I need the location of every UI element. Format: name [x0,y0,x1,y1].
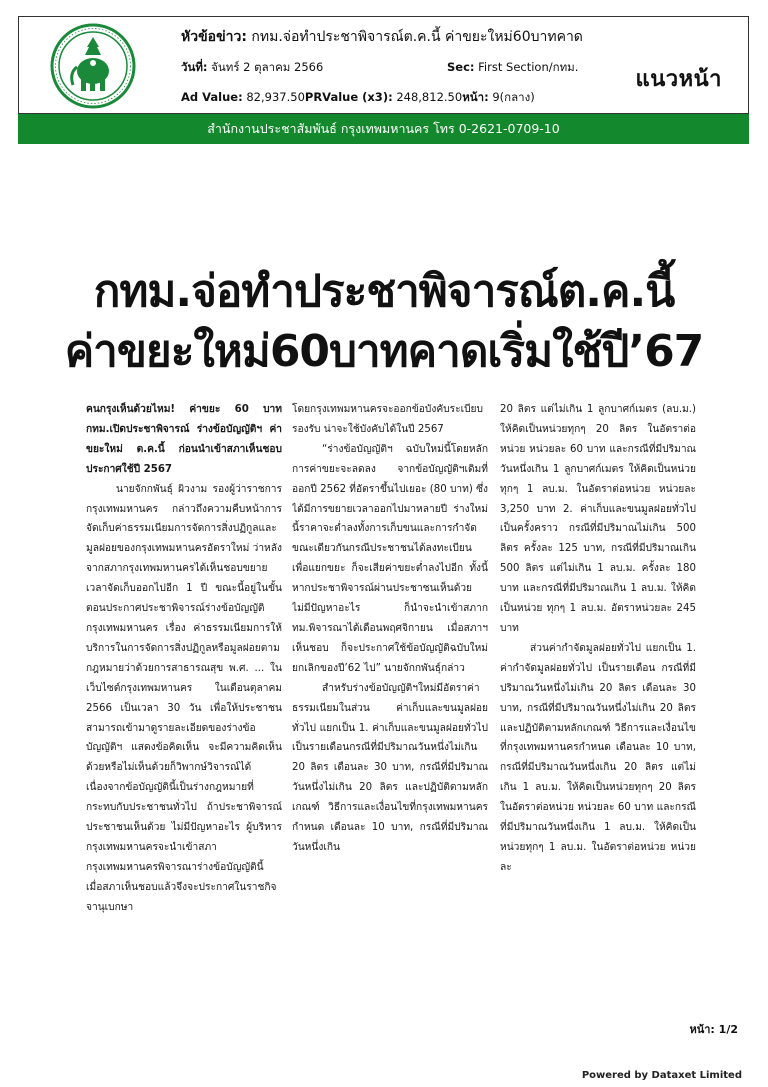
article-lead: คนกรุงเห็นด้วยไหม! ค่าขยะ 60 บาท กทม.เปิดประชาพิจารณ์ ร่างข้อบัญญัติฯ ค่าขยะใหม่ ต.ค.นี้ ก่อนนำเข้าสภาเห็นชอบ ประกาศใช้ปี 2567 [86,404,282,475]
article-paragraph: สำหรับร่างข้อบัญญัติฯใหม่มีอัตราค่าธรรมเนียมในส่วน ค่าเก็บและขนมูลฝอยทั่วไป แยกเป็น 1. ค่าเก็บและขนมูลฝอยทั่วไป เป็นรายเดือนกรณีที่มีปริมาณวันหนึ่งไม่เกิน 20 ลิตร เดือนละ 30 บาท, กรณีที่มีปริมาณวันหนึ่งไม่เกิน 20 ลิตร และปฏิบัติตามหลักเกณฑ์ วิธีการและเงื่อนไขที่กรุงเทพมหานครกำหนด เดือนละ 10 บาท, กรณีที่มีปริมาณวันหนึ่งเกิน [292,682,488,853]
article-column-2 [292,400,488,940]
article-title-line1: กทม.จ่อทำประชาพิจารณ์ต.ค.นี้ [93,266,675,317]
article-paragraph: โดยกรุงเทพมหานครจะออกข้อบังคับระเบียบรองรับ น่าจะใช้บังคับได้ในปี 2567 [292,404,483,435]
article-paragraph: 20 ลิตร แต่ไม่เกิน 1 ลูกบาศก์เมตร (ลบ.ม.) ให้คิดเป็นหน่วยทุกๆ 20 ลิตร ในอัตราต่อหน่วย หน่วยละ 60 บาท และกรณีที่มีปริมาณวันหนึ่งเกิน 1 ลูกบาศก์เมตร ให้คิดเป็นหน่วยทุกๆ 1 ลบ.ม. ในอัตราต่อหน่วย หน่วยละ 3,250 บาท 2. ค่าเก็บและขนมูลฝอยทั่วไป เป็นครั้งคราว กรณีที่มีปริมาณไม่เกิน 500 ลิตร ครั้งละ 125 บาท, กรณีที่มีปริมาณเกิน 500 ลิตร แต่ไม่เกิน 1 ลบ.ม. ครั้งละ 180 บาท และกรณีที่มีปริมาณเกิน 1 ลบ.ม. ให้คิดเป็นหน่วย ทุกๆ 1 ลบ.ม. อัตราหน่วยละ 245 บาท [500,404,696,634]
contact-text: สำนักงานประชาสัมพันธ์ กรุงเทพมหานคร โทร 0-2621-0709-10 [207,121,560,136]
article-column-1 [86,400,282,940]
section-text: First Section/กทม. [478,60,579,74]
article-paragraph: “ร่างข้อบัญญัติฯ ฉบับใหม่นี้โดยหลักการค่าขยะจะลดลง จากข้อบัญญัติฯเดิมที่ออกปี 2562 ที่อัตราขึ้นไปเยอะ (80 บาท) ซึ่งได้มีการขยายเวลาออกไปมาหลายปี ร่างใหม่นี้ราคาจะต่ำลงทั้งการเก็บขนและการกำจัด ขณะเดียวกันกรณีประชาชนได้ลงทะเบียนเพื่อแยกขยะ ก็จะเสียค่าขยะต่ำลงไปอีก ทั้งนี้ หากประชาพิจารณ์ผ่านประชาชนเห็นด้วย ไม่มีปัญหาอะไร ก็นำจะนำเข้าสภากทม.พิจารณาได้เดือนพฤศจิกายน เมื่อสภาฯเห็นชอบ ก็จะประกาศใช้ข้อบัญญัติฉบับใหม่ ยกเลิกของปี’62 ไป” นายจักกพันธุ์กล่าว [292,443,488,674]
newspaper-name: แนวหน้า [635,67,722,92]
bma-seal-logo [47,23,139,109]
headline-label: หัวข้อข่าว: [181,29,247,45]
clipping-header [18,16,749,114]
article-paragraph: ส่วนค่ากำจัดมูลฝอยทั่วไป แยกเป็น 1. ค่ากำจัดมูลฝอยทั่วไป เป็นรายเดือน กรณีที่มีปริมาณวันหนึ่งไม่เกิน 20 ลิตร เดือนละ 30 บาท, กรณีที่มีปริมาณวันหนึ่งไม่เกิน 20 ลิตร และปฏิบัติตามหลักเกณฑ์ วิธีการและเงื่อนไขที่กรุงเทพมหานครกำหนด เดือนละ 10 บาท, กรณีที่มีปริมาณวันหนึ่งเกิน 20 ลิตร แต่ไม่เกิน 1 ลบ.ม. ให้คิดเป็นหน่วยทุกๆ 20 ลิตร ในอัตราต่อหน่วย หน่วยละ 60 บาท และกรณีที่มีปริมาณวันหนึ่งเกิน 1 ลบ.ม. ให้คิดเป็นหน่วยทุกๆ 1 ลบ.ม. ในอัตราต่อหน่วย หน่วยละ [500,642,696,873]
date-text: จันทร์ 2 ตุลาคม 2566 [211,60,324,74]
page-indicator: หน้า: 1/2 [689,1023,738,1036]
ad-value-label: Ad Value: [181,90,243,104]
date-label: วันที่: [181,60,208,74]
section-label: Sec: [447,60,475,74]
value-row [181,89,535,107]
article-title-line2: ค่าขยะใหม่60บาทคาดเริ่มใช้ปี’67 [64,326,704,377]
contact-bar [18,114,749,144]
page-value: 9(กลาง) [492,90,535,104]
powered-by: Powered by Dataxet Limited [581,1070,742,1081]
article-column-3 [500,400,696,940]
headline-text: กทม.จ่อทำประชาพิจารณ์ต.ค.นี้ ค่าขยะใหม่60บาทคาด [251,29,583,45]
section-row [447,59,578,77]
headline-row [181,26,583,48]
date-row [181,59,323,77]
page-label: หน้า: [462,90,489,104]
pr-value: 248,812.50 [396,90,463,104]
pr-value-label: PRValue (x3): [304,90,393,104]
ad-value: 82,937.50 [246,90,305,104]
article-paragraph: นายจักกพันธุ์ ผิวงาม รองผู้ว่าราชการกรุงเทพมหานคร กล่าวถึงความคืบหน้าการจัดเก็บค่าธรรมเนียมการจัดการสิ่งปฏิกูลและมูลฝอยของกรุงเทพมหานครอัตราใหม่ ว่าหลังจากสภากรุงเทพมหานครได้เห็นชอบขยายเวลาจัดเก็บออกไปอีก 1 ปี ขณะนี้อยู่ในขั้นตอนประกาศประชาพิจารณ์ร่างข้อบัญญัติกรุงเทพมหานคร เรื่อง ค่าธรรมเนียมการให้บริการในการจัดการสิ่งปฏิกูลหรือมูลฝอยตามกฎหมายว่าด้วยการสาธารณสุข พ.ศ. ... ในเว็บไซต์กรุงเทพมหานคร ในเดือนตุลาคม 2566 เป็นเวลา 30 วัน เพื่อให้ประชาชนสามารถเข้ามาดูรายละเอียดของร่างข้อบัญญัติฯ แสดงข้อคิดเห็น จะมีความคิดเห็นด้วยหรือไม่เห็นด้วยก็วิพากษ์วิจารณ์ได้ เนื่องจากข้อบัญญัตินี้เป็นร่างกฎหมายที่กระทบกับประชาชนทั่วไป ถ้าประชาพิจารณ์ประชาชนเห็นด้วย ไม่มีปัญหาอะไร ผู้บริหารกรุงเทพมหานครจะนำเข้าสภากรุงเทพมหานครพิจารณาร่างข้อบัญญัตินี้ เมื่อสภาเห็นชอบแล้วจึงจะประกาศในราชกิจจานุเบกษา [86,483,282,913]
